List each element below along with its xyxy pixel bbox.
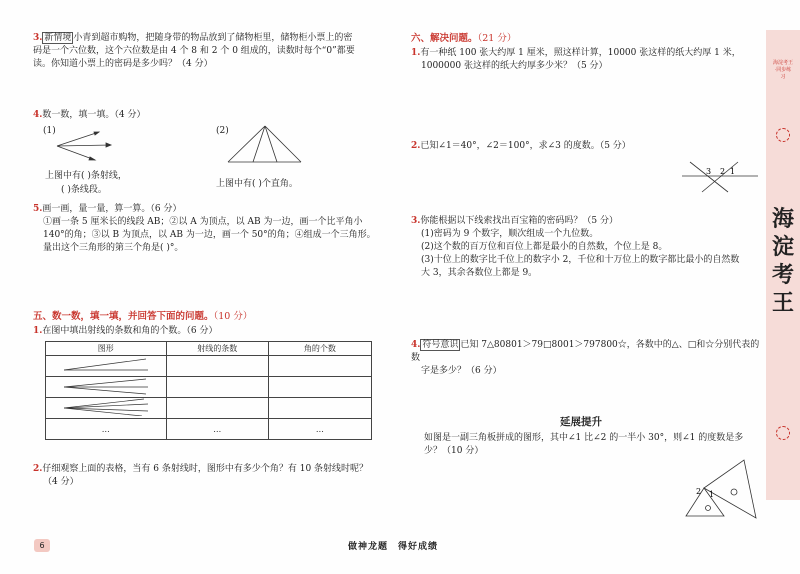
sidebar-band <box>766 30 800 500</box>
table-row <box>46 398 372 419</box>
question-number: 4. <box>411 340 421 350</box>
sidebar-title <box>770 205 796 317</box>
section-title: 五、数一数，填一填，并回答下面的问题。 <box>33 311 214 322</box>
section-6-heading <box>411 32 516 45</box>
question-6-3 <box>411 215 761 280</box>
question-text: 小青到超市购物，把随身带的物品放到了储物柜里，储物柜小票上的密 <box>73 33 353 43</box>
table-cell-dots: … <box>46 419 167 440</box>
question-text: (2)这个数的百万位和百位上都是最小的自然数，个位上是 8。 <box>421 242 668 252</box>
angle-label: 3 <box>706 167 712 176</box>
question-number: 2. <box>33 464 43 474</box>
table-input-cell[interactable] <box>268 398 371 419</box>
question-text: 你能根据以下线索找出百宝箱的密码吗？（5 分） <box>420 216 618 226</box>
question-number: 4. <box>33 110 43 120</box>
table-row <box>46 419 372 440</box>
question-number: 5. <box>33 204 43 214</box>
page-number: 6 <box>34 539 50 552</box>
table-header: 角的个数 <box>268 342 371 356</box>
sidebar-title-char: 王 <box>771 290 794 316</box>
extension-heading: 延展提升 <box>560 416 602 428</box>
table-cell-figure <box>46 398 167 419</box>
question-number: 1. <box>33 326 43 336</box>
rays-table <box>45 341 372 440</box>
question-6-2 <box>411 140 631 153</box>
angle-label: 2 <box>696 487 702 496</box>
question-text: 已知 7△80801＞79□8001＞797800☆，各数中的△、□和☆分别代表的数 <box>411 340 760 363</box>
angle-label: 1 <box>730 167 736 176</box>
answer-blank[interactable]: 量出这个三角形的第三个角是( )°。 <box>43 243 184 253</box>
rays-figure-3 <box>56 377 156 395</box>
angle-label: 1 <box>709 490 715 499</box>
table-input-cell[interactable] <box>166 377 268 398</box>
table-cell-dots: … <box>166 419 268 440</box>
question-text: 读。你知道小票上的密码是多少吗？（4 分） <box>33 59 213 69</box>
table-header: 射线的条数 <box>166 342 268 356</box>
question-text: （4 分） <box>43 477 79 487</box>
question-text: 码是一个六位数，这个六位数是由 4 个 8 和 2 个 0 组成的，读数时每个“0”都要 <box>33 46 355 56</box>
question-text: 140°的角；③以 B 为顶点，以 AB 为一边，画一个 50°的角；④组成一个三角形。 <box>43 230 376 240</box>
sidebar-title-char: 淀 <box>771 234 794 260</box>
table-input-cell[interactable] <box>268 356 371 377</box>
sidebar-title-char: 考 <box>771 262 794 288</box>
table-header: 图形 <box>46 342 167 356</box>
footer-slogan: 做神龙题 得好成绩 <box>348 542 439 552</box>
table-cell-dots: … <box>268 419 371 440</box>
angle-label: 2 <box>720 167 726 176</box>
table-input-cell[interactable] <box>166 356 268 377</box>
footer <box>0 534 800 574</box>
context-tag: 新情境 <box>44 33 72 43</box>
question-number: 1. <box>411 48 421 58</box>
table-input-cell[interactable] <box>166 398 268 419</box>
question-text: 如图是一副三角板拼成的图形，其中∠1 比∠2 的一半小 30°，则∠1 的度数是多 <box>424 433 744 443</box>
question-text: 有一种纸 100 张大约厚 1 厘米，照这样计算，10000 张这样的纸大约厚 1 米， <box>420 48 741 58</box>
question-5-1 <box>33 325 218 338</box>
figure-label: (2) <box>216 126 229 136</box>
section-title: 六、解决问题。 <box>411 33 478 44</box>
table-cell-figure <box>46 356 167 377</box>
table-input-cell[interactable] <box>268 377 371 398</box>
section-5-heading <box>33 310 252 323</box>
question-text: (3)十位上的数字比千位上的数字小 2，千位和十万位上的数字都比最小的自然数 <box>421 255 740 265</box>
gear-icon <box>776 426 790 440</box>
angles-figure <box>680 160 760 196</box>
question-3 <box>33 32 398 71</box>
question-number: 3. <box>411 216 421 226</box>
question-text: 已知∠1＝40°，∠2＝100°，求∠3 的度数。（5 分） <box>420 141 631 151</box>
answer-blank[interactable]: ( )条线段。 <box>61 185 107 195</box>
rays-figure-2 <box>56 356 156 374</box>
figure-label: (1) <box>43 126 56 136</box>
table-cell-figure <box>46 377 167 398</box>
question-5 <box>33 203 398 255</box>
question-text: 仔细观察上面的表格，当有 6 条射线时，图形中有多少个角？有 10 条射线时呢？ <box>42 464 369 474</box>
question-text: 大 3，其余各数位上都是 9。 <box>421 268 538 278</box>
question-number: 2. <box>411 141 421 151</box>
question-text: 画一画，量一量，算一算。（6 分） <box>42 204 182 214</box>
extension-question <box>424 432 764 458</box>
question-text: 少？（10 分） <box>424 446 484 456</box>
rays-figure <box>55 128 115 164</box>
question-4-title <box>33 109 146 122</box>
question-6-1 <box>411 47 761 73</box>
context-tag: 符号意识 <box>422 340 459 350</box>
sidebar-title-char: 海 <box>771 206 794 232</box>
question-text: (1)密码为 9 个数字，顺次组成一个九位数。 <box>421 229 599 239</box>
triangle-rulers-figure <box>680 458 760 520</box>
right-angle-figure <box>225 122 305 166</box>
table-row <box>46 356 372 377</box>
section-points: （10 分） <box>213 311 253 322</box>
question-text: 1000000 张这样的纸大约厚多少米？（5 分） <box>421 61 608 71</box>
question-5-2 <box>33 463 398 489</box>
question-text: 在图中填出射线的条数和角的个数。（6 分） <box>42 326 218 336</box>
question-6-4 <box>411 339 761 378</box>
question-number: 3. <box>33 33 43 43</box>
section-points: （21 分） <box>477 33 517 44</box>
gear-icon <box>776 128 790 142</box>
question-text: 字是多少？（6 分） <box>421 366 502 376</box>
answer-blank[interactable]: 上图中有( )条射线， <box>45 171 127 181</box>
question-text: 数一数，填一填。（4 分） <box>42 110 146 120</box>
answer-blank[interactable]: 上图中有( )个直角。 <box>216 179 298 189</box>
table-row <box>46 377 372 398</box>
question-text: ①画一条 5 厘米长的线段 AB；②以 A 为顶点，以 AB 为一边，画一个比平角小 <box>43 217 363 227</box>
rays-figure-4 <box>56 398 156 416</box>
sidebar-subtitle: 海淀考王·同步练习 <box>773 60 794 80</box>
